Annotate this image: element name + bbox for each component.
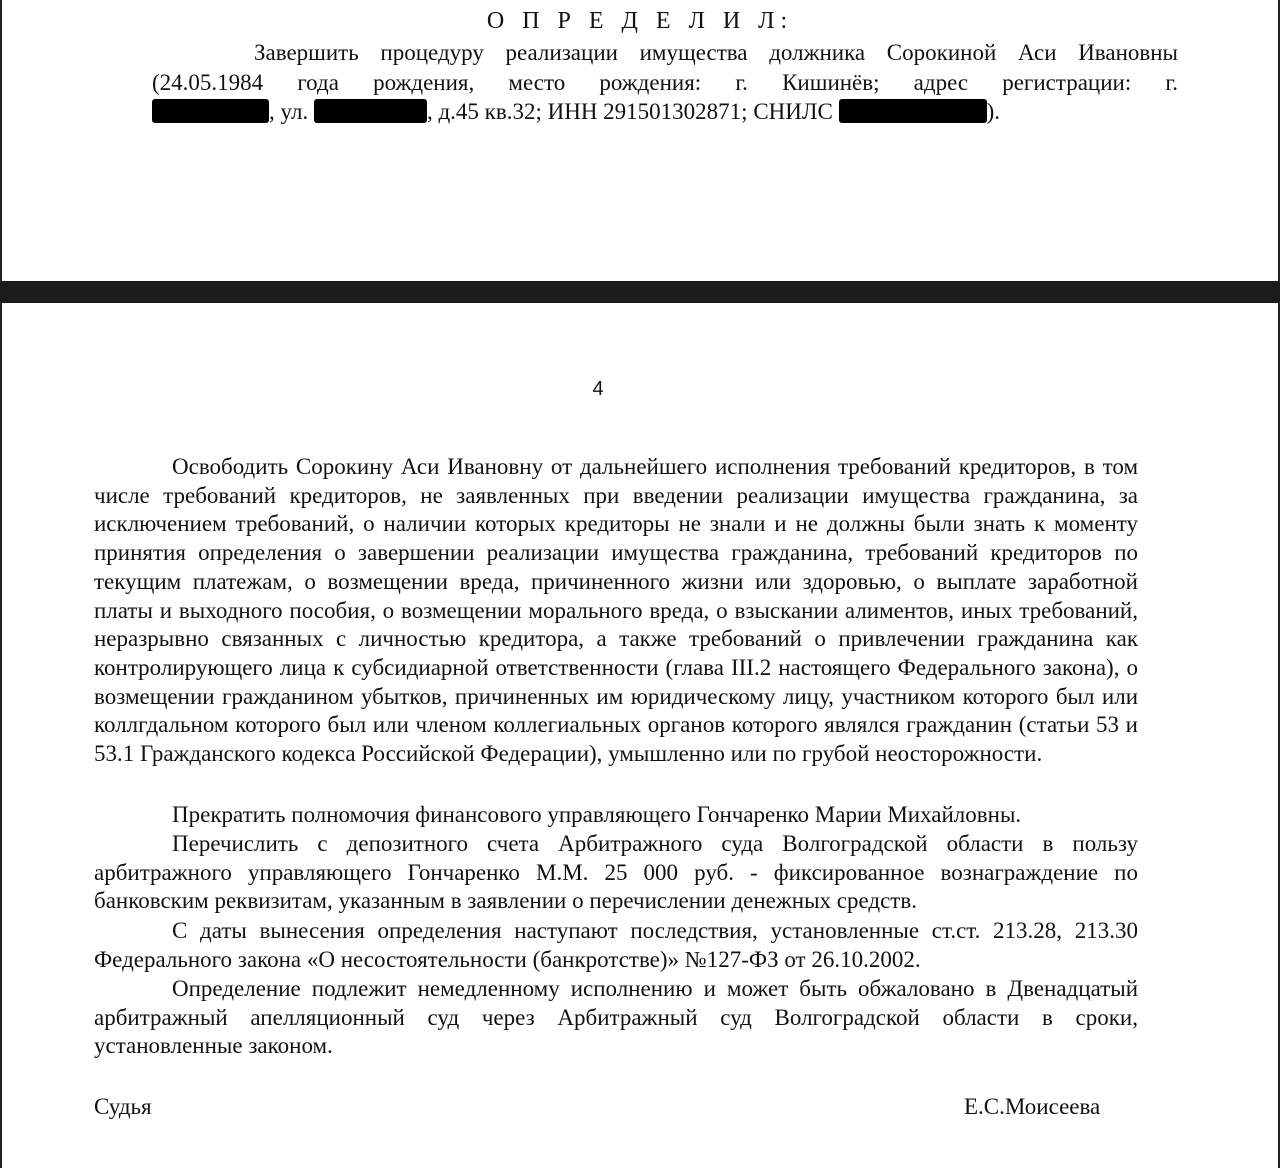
redacted-snils — [839, 99, 987, 123]
paragraph-appeal: Определение подлежит немедленному исполнению и может быть обжаловано в Двенадцатый арбитражный апелляционный суд через Арбитражный суд Волгоградской области в сроки, установленные законом. — [94, 976, 1138, 1059]
street-prefix: , ул. — [269, 99, 309, 124]
paragraph-transfer: Перечислить с депозитного счета Арбитражного суда Волгоградской области в пользу арбитражного управляющего Гончаренко М.М. 25 000 руб. - фиксированное вознаграждение по банковским реквизитам, указанным в заявлении о перечислении денежных средств. — [94, 831, 1138, 914]
ruling-line-1: Завершить процедуру реализации имущества должника Сорокиной Аси Ивановны — [254, 40, 1178, 65]
redacted-city — [152, 99, 269, 123]
signature-role: Судья — [94, 1094, 152, 1119]
paragraph-release: Освободить Сорокину Аси Ивановну от дальнейшего исполнения требований кредиторов, в том числе требований кредиторов, не заявленных при введении реализации имущества гражданина, за исключением требований, о наличии которых кредиторы не знали и не должны были знать к моменту принятия определения о завершении реализации имущества гражданина, требований кредиторов по текущим платежам, о возмещении вреда, причиненного жизни или здоровью, о выплате заработной платы и выходного пособия, о возмещении морального вреда, о взыскании алиментов, иных требований, неразрывно связанных с личностью кредитора, а также требований о привлечении гражданина как контролирующего лица к субсидиарной ответственности (глава III.2 настоящего Федерального закона), о возмещении гражданином убытков, причиненных им юридическому лицу, участником которого был или коллгдальном которого был или членом коллегиальных органов которого являлся гражданин (статьи 53 и 53.1 Гражданского кодекса Российской Федерации), умышленно или по грубой неосторожности. — [94, 454, 1138, 767]
page-separator — [0, 281, 1280, 303]
page-number: 4 — [592, 378, 604, 400]
house-inn-snils: , д.45 кв.32; ИНН 291501302871; СНИЛС — [426, 99, 833, 124]
ruling-line-3 — [152, 97, 1000, 126]
signature-name: Е.С.Моисеева — [964, 1094, 1101, 1119]
ruling-heading: О П Р Е Д Е Л И Л: — [486, 8, 794, 34]
line-3-close: ). — [986, 99, 1000, 124]
redacted-street — [314, 99, 427, 123]
paragraph-consequences: С даты вынесения определения наступают последствия, установленные ст.ст. 213.28, 213.30 Федерального закона «О несостоятельности (банкротстве)» №127-ФЗ от 26.10.2002. — [94, 918, 1138, 972]
paragraph-terminate: Прекратить полномочия финансового управляющего Гончаренко Марии Михайловны. — [172, 802, 1022, 827]
ruling-line-2: (24.05.1984 года рождения, место рождения: г. Кишинёв; адрес регистрации: г. — [152, 70, 1178, 95]
